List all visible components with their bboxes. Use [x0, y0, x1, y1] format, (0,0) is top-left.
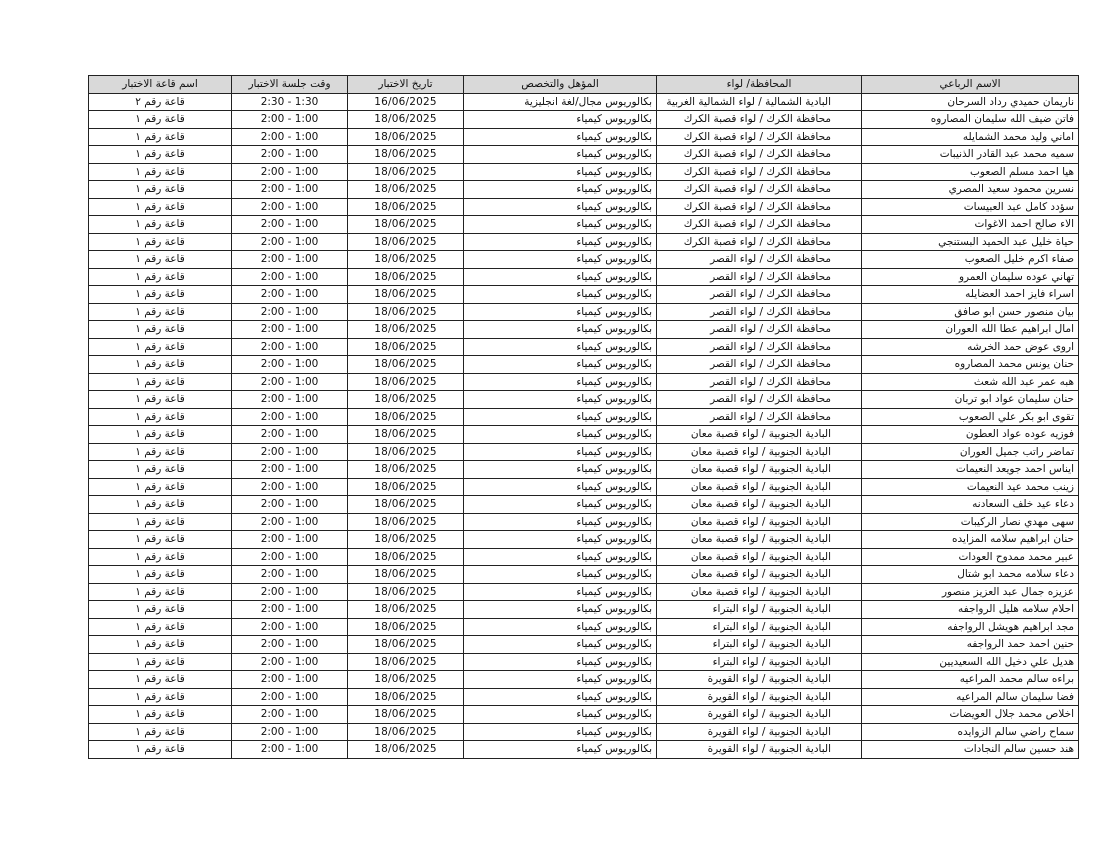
qualification-cell: بكالوريوس كيمياء [464, 636, 657, 654]
name-cell: اخلاص محمد جلال العويضات [862, 706, 1079, 724]
exam-date-cell: 18/06/2025 [348, 111, 464, 129]
region-cell: البادية الجنوبية / لواء البتراء [657, 601, 862, 619]
name-cell: فضا سليمان سالم المراعيه [862, 688, 1079, 706]
qualification-cell: بكالوريوس كيمياء [464, 723, 657, 741]
table-row [89, 671, 1079, 689]
name-cell: حياة خليل عبد الحميد البستنجي [862, 233, 1079, 251]
exam-room-cell: قاعة رقم ١ [89, 443, 232, 461]
exam-date-cell: 18/06/2025 [348, 461, 464, 479]
region-cell: البادية الجنوبية / لواء قصبة معان [657, 443, 862, 461]
exam-date-cell: 18/06/2025 [348, 548, 464, 566]
qualification-cell: بكالوريوس كيمياء [464, 478, 657, 496]
name-cell: اسراء فايز احمد العضايله [862, 286, 1079, 304]
table-row [89, 513, 1079, 531]
exam-time-cell: 2:00 - 1:00 [232, 146, 348, 164]
exam-date-cell: 18/06/2025 [348, 408, 464, 426]
table-row [89, 111, 1079, 129]
exam-room-cell: قاعة رقم ١ [89, 198, 232, 216]
qualification-cell: بكالوريوس كيمياء [464, 566, 657, 584]
region-cell: محافظة الكرك / لواء القصر [657, 391, 862, 409]
qualification-cell: بكالوريوس كيمياء [464, 583, 657, 601]
table-row [89, 636, 1079, 654]
name-cell: زينب محمد عيد النعيمات [862, 478, 1079, 496]
table-row [89, 216, 1079, 234]
exam-room-cell: قاعة رقم ١ [89, 601, 232, 619]
exam-time-cell: 2:00 - 1:00 [232, 163, 348, 181]
exam-room-cell: قاعة رقم ١ [89, 216, 232, 234]
region-cell: البادية الشمالية / لواء الشمالية الغربية [657, 93, 862, 111]
exam-time-cell: 2:00 - 1:00 [232, 338, 348, 356]
exam-room-cell: قاعة رقم ١ [89, 181, 232, 199]
qualification-cell: بكالوريوس كيمياء [464, 461, 657, 479]
exam-date-cell: 18/06/2025 [348, 163, 464, 181]
exam-date-cell: 18/06/2025 [348, 251, 464, 269]
name-cell: هند حسين سالم النجادات [862, 741, 1079, 759]
region-cell: محافظة الكرك / لواء قصبة الكرك [657, 111, 862, 129]
exam-date-cell: 18/06/2025 [348, 443, 464, 461]
name-cell: صفاء اكرم خليل الصعوب [862, 251, 1079, 269]
exam-date-cell: 18/06/2025 [348, 233, 464, 251]
exam-room-cell: قاعة رقم ١ [89, 233, 232, 251]
exam-date-cell: 18/06/2025 [348, 216, 464, 234]
exam-date-cell: 18/06/2025 [348, 531, 464, 549]
qualification-cell: بكالوريوس كيمياء [464, 688, 657, 706]
name-cell: تهاني عوده سليمان العمرو [862, 268, 1079, 286]
table-row [89, 583, 1079, 601]
qualification-cell: بكالوريوس كيمياء [464, 548, 657, 566]
exam-date-cell: 18/06/2025 [348, 601, 464, 619]
exam-date-cell: 18/06/2025 [348, 653, 464, 671]
exam-date-cell: 18/06/2025 [348, 741, 464, 759]
region-cell: البادية الجنوبية / لواء البتراء [657, 618, 862, 636]
exam-time-cell: 2:00 - 1:00 [232, 706, 348, 724]
exam-date-cell: 18/06/2025 [348, 618, 464, 636]
table-row [89, 741, 1079, 759]
region-cell: محافظة الكرك / لواء قصبة الكرك [657, 233, 862, 251]
header-time: وقت جلسة الاختبار [232, 76, 348, 94]
region-cell: البادية الجنوبية / لواء القويرة [657, 723, 862, 741]
name-cell: هبه عمر عبد الله شعث [862, 373, 1079, 391]
table-row [89, 426, 1079, 444]
exam-room-cell: قاعة رقم ١ [89, 618, 232, 636]
name-cell: دعاء سلامه محمد ابو شتال [862, 566, 1079, 584]
qualification-cell: بكالوريوس كيمياء [464, 706, 657, 724]
qualification-cell: بكالوريوس كيمياء [464, 601, 657, 619]
table-row [89, 198, 1079, 216]
qualification-cell: بكالوريوس كيمياء [464, 233, 657, 251]
region-cell: البادية الجنوبية / لواء قصبة معان [657, 531, 862, 549]
header-qualification: المؤهل والتخصص [464, 76, 657, 94]
region-cell: البادية الجنوبية / لواء قصبة معان [657, 548, 862, 566]
exam-room-cell: قاعة رقم ١ [89, 548, 232, 566]
region-cell: محافظة الكرك / لواء القصر [657, 338, 862, 356]
exam-time-cell: 2:00 - 1:00 [232, 286, 348, 304]
region-cell: محافظة الكرك / لواء القصر [657, 356, 862, 374]
table-body [89, 93, 1079, 758]
exam-time-cell: 2:00 - 1:00 [232, 233, 348, 251]
region-cell: البادية الجنوبية / لواء قصبة معان [657, 426, 862, 444]
name-cell: عبير محمد ممدوح العودات [862, 548, 1079, 566]
exam-date-cell: 18/06/2025 [348, 303, 464, 321]
qualification-cell: بكالوريوس كيمياء [464, 426, 657, 444]
name-cell: عزيزه جمال عبد العزيز منصور [862, 583, 1079, 601]
region-cell: البادية الجنوبية / لواء قصبة معان [657, 496, 862, 514]
exam-date-cell: 18/06/2025 [348, 513, 464, 531]
exam-room-cell: قاعة رقم ١ [89, 513, 232, 531]
name-cell: اماني وليد محمد الشمايله [862, 128, 1079, 146]
name-cell: حنان سليمان عواد ابو تربان [862, 391, 1079, 409]
region-cell: محافظة الكرك / لواء قصبة الكرك [657, 128, 862, 146]
name-cell: سميه محمد عبد القادر الذنيبات [862, 146, 1079, 164]
exam-room-cell: قاعة رقم ١ [89, 461, 232, 479]
exam-room-cell: قاعة رقم ١ [89, 531, 232, 549]
qualification-cell: بكالوريوس كيمياء [464, 338, 657, 356]
exam-date-cell: 18/06/2025 [348, 128, 464, 146]
name-cell: حنان ابراهيم سلامه المزايده [862, 531, 1079, 549]
exam-room-cell: قاعة رقم ١ [89, 741, 232, 759]
name-cell: ناريمان حميدي رداد السرحان [862, 93, 1079, 111]
qualification-cell: بكالوريوس كيمياء [464, 286, 657, 304]
qualification-cell: بكالوريوس كيمياء [464, 181, 657, 199]
header-row [89, 76, 1079, 94]
name-cell: سؤدد كامل عبد العبيسات [862, 198, 1079, 216]
table-row [89, 566, 1079, 584]
table-row [89, 356, 1079, 374]
exam-date-cell: 18/06/2025 [348, 706, 464, 724]
exam-date-cell: 18/06/2025 [348, 373, 464, 391]
qualification-cell: بكالوريوس كيمياء [464, 741, 657, 759]
exam-time-cell: 2:00 - 1:00 [232, 181, 348, 199]
exam-time-cell: 2:00 - 1:00 [232, 356, 348, 374]
region-cell: البادية الجنوبية / لواء القويرة [657, 671, 862, 689]
name-cell: فاتن ضيف الله سليمان المصاروه [862, 111, 1079, 129]
name-cell: هيا احمد مسلم الصعوب [862, 163, 1079, 181]
table-row [89, 408, 1079, 426]
exam-date-cell: 18/06/2025 [348, 356, 464, 374]
name-cell: حنين احمد حمد الرواجفه [862, 636, 1079, 654]
qualification-cell: بكالوريوس كيمياء [464, 303, 657, 321]
name-cell: سماح راضي سالم الزوايده [862, 723, 1079, 741]
exam-time-cell: 2:00 - 1:00 [232, 461, 348, 479]
exam-time-cell: 2:00 - 1:00 [232, 601, 348, 619]
region-cell: محافظة الكرك / لواء القصر [657, 251, 862, 269]
exam-time-cell: 2:00 - 1:00 [232, 216, 348, 234]
exam-date-cell: 18/06/2025 [348, 181, 464, 199]
qualification-cell: بكالوريوس كيمياء [464, 671, 657, 689]
exam-time-cell: 2:00 - 1:00 [232, 391, 348, 409]
table-row [89, 286, 1079, 304]
exam-time-cell: 2:00 - 1:00 [232, 251, 348, 269]
qualification-cell: بكالوريوس كيمياء [464, 531, 657, 549]
exam-date-cell: 18/06/2025 [348, 671, 464, 689]
name-cell: الاء صالح احمد الاغوات [862, 216, 1079, 234]
region-cell: محافظة الكرك / لواء القصر [657, 321, 862, 339]
exam-room-cell: قاعة رقم ٢ [89, 93, 232, 111]
exam-time-cell: 2:00 - 1:00 [232, 321, 348, 339]
qualification-cell: بكالوريوس كيمياء [464, 216, 657, 234]
exam-time-cell: 2:00 - 1:00 [232, 268, 348, 286]
region-cell: البادية الجنوبية / لواء قصبة معان [657, 478, 862, 496]
exam-room-cell: قاعة رقم ١ [89, 391, 232, 409]
exam-room-cell: قاعة رقم ١ [89, 653, 232, 671]
table-row [89, 146, 1079, 164]
name-cell: تقوى ابو بكر علي الصعوب [862, 408, 1079, 426]
qualification-cell: بكالوريوس كيمياء [464, 496, 657, 514]
table-row [89, 163, 1079, 181]
qualification-cell: بكالوريوس كيمياء [464, 443, 657, 461]
exam-room-cell: قاعة رقم ١ [89, 128, 232, 146]
exam-time-cell: 2:00 - 1:00 [232, 496, 348, 514]
qualification-cell: بكالوريوس كيمياء [464, 163, 657, 181]
exam-room-cell: قاعة رقم ١ [89, 671, 232, 689]
region-cell: محافظة الكرك / لواء قصبة الكرك [657, 181, 862, 199]
name-cell: دعاء عيد خلف السعادنه [862, 496, 1079, 514]
qualification-cell: بكالوريوس كيمياء [464, 618, 657, 636]
exam-time-cell: 2:00 - 1:00 [232, 111, 348, 129]
header-room: اسم قاعة الاختبار [89, 76, 232, 94]
exam-date-cell: 18/06/2025 [348, 426, 464, 444]
exam-time-cell: 2:00 - 1:00 [232, 408, 348, 426]
region-cell: البادية الجنوبية / لواء القويرة [657, 706, 862, 724]
table-row [89, 93, 1079, 111]
table-row [89, 478, 1079, 496]
region-cell: محافظة الكرك / لواء قصبة الكرك [657, 216, 862, 234]
exam-time-cell: 2:00 - 1:00 [232, 566, 348, 584]
name-cell: تماضر راتب جميل العوران [862, 443, 1079, 461]
exam-room-cell: قاعة رقم ١ [89, 566, 232, 584]
table-row [89, 443, 1079, 461]
region-cell: البادية الجنوبية / لواء البتراء [657, 636, 862, 654]
qualification-cell: بكالوريوس كيمياء [464, 198, 657, 216]
table-row [89, 688, 1079, 706]
exam-date-cell: 18/06/2025 [348, 321, 464, 339]
table-row [89, 251, 1079, 269]
qualification-cell: بكالوريوس كيمياء [464, 111, 657, 129]
exam-date-cell: 18/06/2025 [348, 583, 464, 601]
region-cell: البادية الجنوبية / لواء قصبة معان [657, 566, 862, 584]
header-name: الاسم الرباعي [862, 76, 1079, 94]
qualification-cell: بكالوريوس كيمياء [464, 513, 657, 531]
exam-time-cell: 2:00 - 1:00 [232, 671, 348, 689]
table-row [89, 181, 1079, 199]
region-cell: محافظة الكرك / لواء القصر [657, 268, 862, 286]
exam-room-cell: قاعة رقم ١ [89, 251, 232, 269]
qualification-cell: بكالوريوس كيمياء [464, 268, 657, 286]
exam-date-cell: 18/06/2025 [348, 688, 464, 706]
exam-date-cell: 18/06/2025 [348, 723, 464, 741]
exam-time-cell: 2:00 - 1:00 [232, 688, 348, 706]
exam-room-cell: قاعة رقم ١ [89, 321, 232, 339]
region-cell: محافظة الكرك / لواء قصبة الكرك [657, 146, 862, 164]
exam-schedule-sheet [88, 75, 1078, 759]
exam-date-cell: 18/06/2025 [348, 478, 464, 496]
table-row [89, 618, 1079, 636]
exam-room-cell: قاعة رقم ١ [89, 338, 232, 356]
table-row [89, 653, 1079, 671]
exam-room-cell: قاعة رقم ١ [89, 268, 232, 286]
name-cell: فوزيه عوده عواد العطون [862, 426, 1079, 444]
region-cell: البادية الجنوبية / لواء قصبة معان [657, 583, 862, 601]
exam-time-cell: 2:30 - 1:30 [232, 93, 348, 111]
exam-time-cell: 2:00 - 1:00 [232, 426, 348, 444]
qualification-cell: بكالوريوس مجال/لغة انجليزية [464, 93, 657, 111]
exam-room-cell: قاعة رقم ١ [89, 496, 232, 514]
exam-date-cell: 18/06/2025 [348, 338, 464, 356]
exam-room-cell: قاعة رقم ١ [89, 356, 232, 374]
qualification-cell: بكالوريوس كيمياء [464, 408, 657, 426]
exam-room-cell: قاعة رقم ١ [89, 373, 232, 391]
region-cell: محافظة الكرك / لواء قصبة الكرك [657, 198, 862, 216]
table-row [89, 321, 1079, 339]
name-cell: اروى عوض حمد الخرشه [862, 338, 1079, 356]
name-cell: ايناس احمد جويعد النعيمات [862, 461, 1079, 479]
name-cell: امال ابراهيم عطا الله العوران [862, 321, 1079, 339]
table-row [89, 548, 1079, 566]
exam-room-cell: قاعة رقم ١ [89, 583, 232, 601]
name-cell: هديل علي دخيل الله السعيديين [862, 653, 1079, 671]
exam-date-cell: 18/06/2025 [348, 566, 464, 584]
table-row [89, 373, 1079, 391]
exam-date-cell: 18/06/2025 [348, 286, 464, 304]
qualification-cell: بكالوريوس كيمياء [464, 321, 657, 339]
header-date: تاريخ الاختبار [348, 76, 464, 94]
exam-date-cell: 18/06/2025 [348, 636, 464, 654]
region-cell: محافظة الكرك / لواء القصر [657, 373, 862, 391]
exam-time-cell: 2:00 - 1:00 [232, 583, 348, 601]
qualification-cell: بكالوريوس كيمياء [464, 653, 657, 671]
table-row [89, 391, 1079, 409]
header-region: المحافظة/ لواء [657, 76, 862, 94]
name-cell: نسرين محمود سعيد المصري [862, 181, 1079, 199]
exam-schedule-table [88, 75, 1079, 759]
qualification-cell: بكالوريوس كيمياء [464, 251, 657, 269]
table-row [89, 723, 1079, 741]
table-row [89, 601, 1079, 619]
exam-time-cell: 2:00 - 1:00 [232, 478, 348, 496]
exam-room-cell: قاعة رقم ١ [89, 426, 232, 444]
exam-time-cell: 2:00 - 1:00 [232, 548, 348, 566]
exam-date-cell: 18/06/2025 [348, 198, 464, 216]
region-cell: البادية الجنوبية / لواء البتراء [657, 653, 862, 671]
table-row [89, 706, 1079, 724]
name-cell: مجد ابراهيم هويشل الرواجفه [862, 618, 1079, 636]
exam-time-cell: 2:00 - 1:00 [232, 513, 348, 531]
exam-date-cell: 18/06/2025 [348, 391, 464, 409]
exam-room-cell: قاعة رقم ١ [89, 478, 232, 496]
exam-time-cell: 2:00 - 1:00 [232, 741, 348, 759]
exam-time-cell: 2:00 - 1:00 [232, 531, 348, 549]
exam-time-cell: 2:00 - 1:00 [232, 443, 348, 461]
table-row [89, 338, 1079, 356]
exam-date-cell: 18/06/2025 [348, 146, 464, 164]
exam-room-cell: قاعة رقم ١ [89, 146, 232, 164]
exam-time-cell: 2:00 - 1:00 [232, 723, 348, 741]
exam-room-cell: قاعة رقم ١ [89, 636, 232, 654]
exam-date-cell: 18/06/2025 [348, 268, 464, 286]
exam-date-cell: 18/06/2025 [348, 496, 464, 514]
region-cell: البادية الجنوبية / لواء قصبة معان [657, 461, 862, 479]
exam-time-cell: 2:00 - 1:00 [232, 373, 348, 391]
exam-room-cell: قاعة رقم ١ [89, 163, 232, 181]
region-cell: البادية الجنوبية / لواء القويرة [657, 741, 862, 759]
region-cell: البادية الجنوبية / لواء قصبة معان [657, 513, 862, 531]
exam-room-cell: قاعة رقم ١ [89, 688, 232, 706]
name-cell: سهى مهدي نصار الركيبات [862, 513, 1079, 531]
table-row [89, 496, 1079, 514]
exam-time-cell: 2:00 - 1:00 [232, 198, 348, 216]
table-row [89, 461, 1079, 479]
name-cell: بيان منصور حسن ابو صافق [862, 303, 1079, 321]
exam-room-cell: قاعة رقم ١ [89, 286, 232, 304]
exam-time-cell: 2:00 - 1:00 [232, 128, 348, 146]
region-cell: محافظة الكرك / لواء القصر [657, 408, 862, 426]
table-row [89, 128, 1079, 146]
exam-room-cell: قاعة رقم ١ [89, 723, 232, 741]
region-cell: محافظة الكرك / لواء القصر [657, 286, 862, 304]
region-cell: البادية الجنوبية / لواء القويرة [657, 688, 862, 706]
qualification-cell: بكالوريوس كيمياء [464, 373, 657, 391]
exam-room-cell: قاعة رقم ١ [89, 303, 232, 321]
name-cell: براءه سالم محمد المراعيه [862, 671, 1079, 689]
region-cell: محافظة الكرك / لواء قصبة الكرك [657, 163, 862, 181]
name-cell: حنان يونس محمد المصاروه [862, 356, 1079, 374]
exam-time-cell: 2:00 - 1:00 [232, 653, 348, 671]
table-row [89, 531, 1079, 549]
exam-room-cell: قاعة رقم ١ [89, 111, 232, 129]
exam-time-cell: 2:00 - 1:00 [232, 636, 348, 654]
region-cell: محافظة الكرك / لواء القصر [657, 303, 862, 321]
exam-time-cell: 2:00 - 1:00 [232, 618, 348, 636]
exam-room-cell: قاعة رقم ١ [89, 706, 232, 724]
exam-time-cell: 2:00 - 1:00 [232, 303, 348, 321]
qualification-cell: بكالوريوس كيمياء [464, 128, 657, 146]
qualification-cell: بكالوريوس كيمياء [464, 391, 657, 409]
table-row [89, 303, 1079, 321]
qualification-cell: بكالوريوس كيمياء [464, 146, 657, 164]
table-row [89, 268, 1079, 286]
exam-room-cell: قاعة رقم ١ [89, 408, 232, 426]
name-cell: احلام سلامه هليل الرواجفه [862, 601, 1079, 619]
table-row [89, 233, 1079, 251]
exam-date-cell: 16/06/2025 [348, 93, 464, 111]
qualification-cell: بكالوريوس كيمياء [464, 356, 657, 374]
